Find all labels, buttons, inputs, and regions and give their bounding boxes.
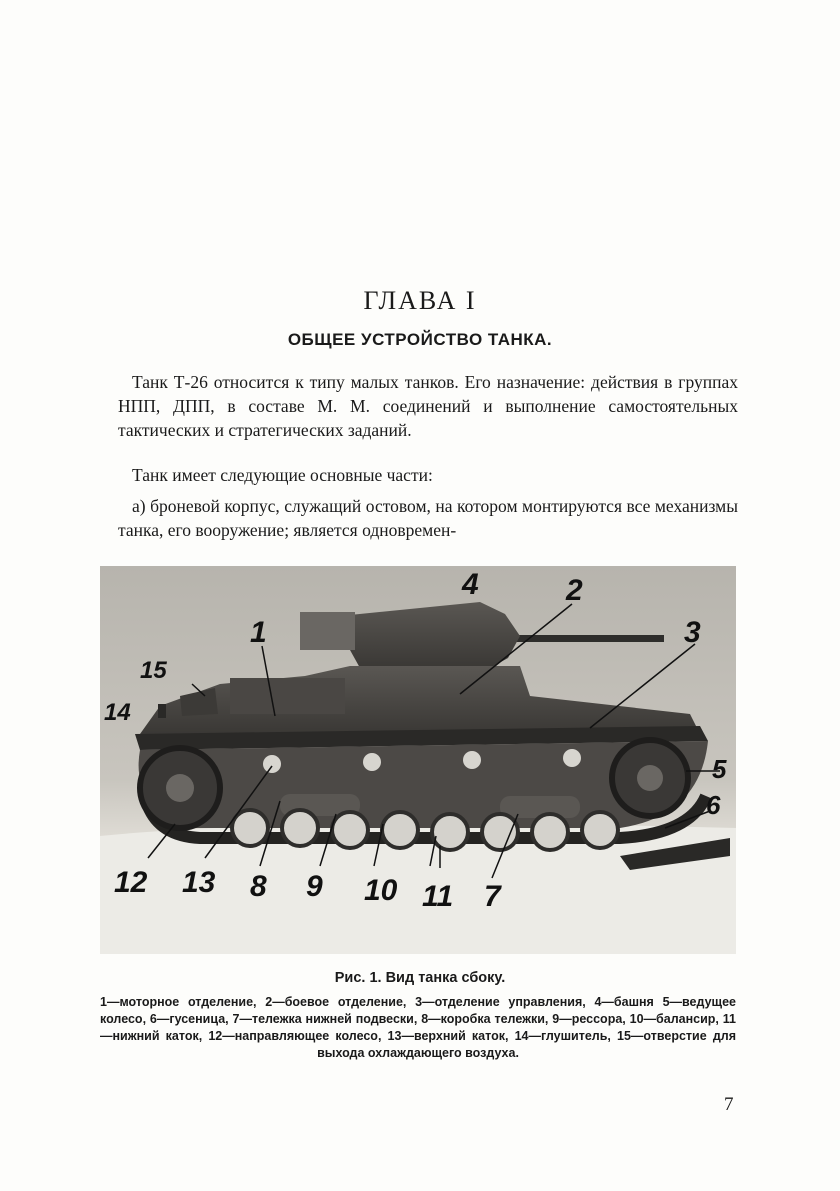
- callout-4: 4: [462, 568, 479, 601]
- callout-10: 10: [364, 874, 398, 907]
- callout-5: 5: [712, 754, 727, 784]
- figure-caption-title: Рис. 1. Вид танка сбоку.: [334, 970, 506, 986]
- callout-15: 15: [140, 657, 167, 684]
- paragraph-intro: Танк Т-26 относится к типу малых танков. Его назначение: действия в группах НПП, ДПП, в составе М. М. соединений и выполнение самостоятельных тактических и стратегических заданий.: [118, 372, 738, 440]
- callout-13: 13: [182, 866, 216, 899]
- page-number: 7: [724, 1094, 734, 1115]
- callout-7: 7: [484, 880, 501, 913]
- callout-6: 6: [706, 790, 721, 820]
- tank-illustration: [100, 566, 736, 954]
- callout-2: 2: [566, 574, 583, 607]
- callout-8: 8: [250, 870, 267, 903]
- callout-11: 11: [422, 880, 454, 913]
- callout-3: 3: [684, 616, 701, 649]
- paragraph-parts-heading: Танк имеет следующие основные части:: [132, 465, 433, 485]
- chapter-title: ГЛАВА I: [363, 286, 477, 315]
- callout-14: 14: [104, 699, 131, 726]
- callout-12: 12: [114, 866, 148, 899]
- figure-caption-legend: 1—моторное отделение, 2—боевое отделение, 3—отделение управления, 4—башня 5—ведущее колесо, 6—гусеница, 7—тележка нижней подвески, 8—коробка тележки, 9—рессора, 10—балансир, 11—нижний каток, 12—направляющее колесо, 13—верхний каток, 14—глушитель, 15—отверстие для выхода охлаждающего воздуха.: [100, 995, 736, 1060]
- section-title: ОБЩЕЕ УСТРОЙСТВО ТАНКА.: [287, 330, 553, 349]
- tank-photo: [100, 566, 736, 954]
- paragraph-hull: а) броневой корпус, служащий остовом, на котором монтируются все механизмы танка, его вооружение; является одновремен-: [118, 496, 738, 540]
- callout-9: 9: [306, 870, 323, 903]
- callout-1: 1: [250, 616, 267, 649]
